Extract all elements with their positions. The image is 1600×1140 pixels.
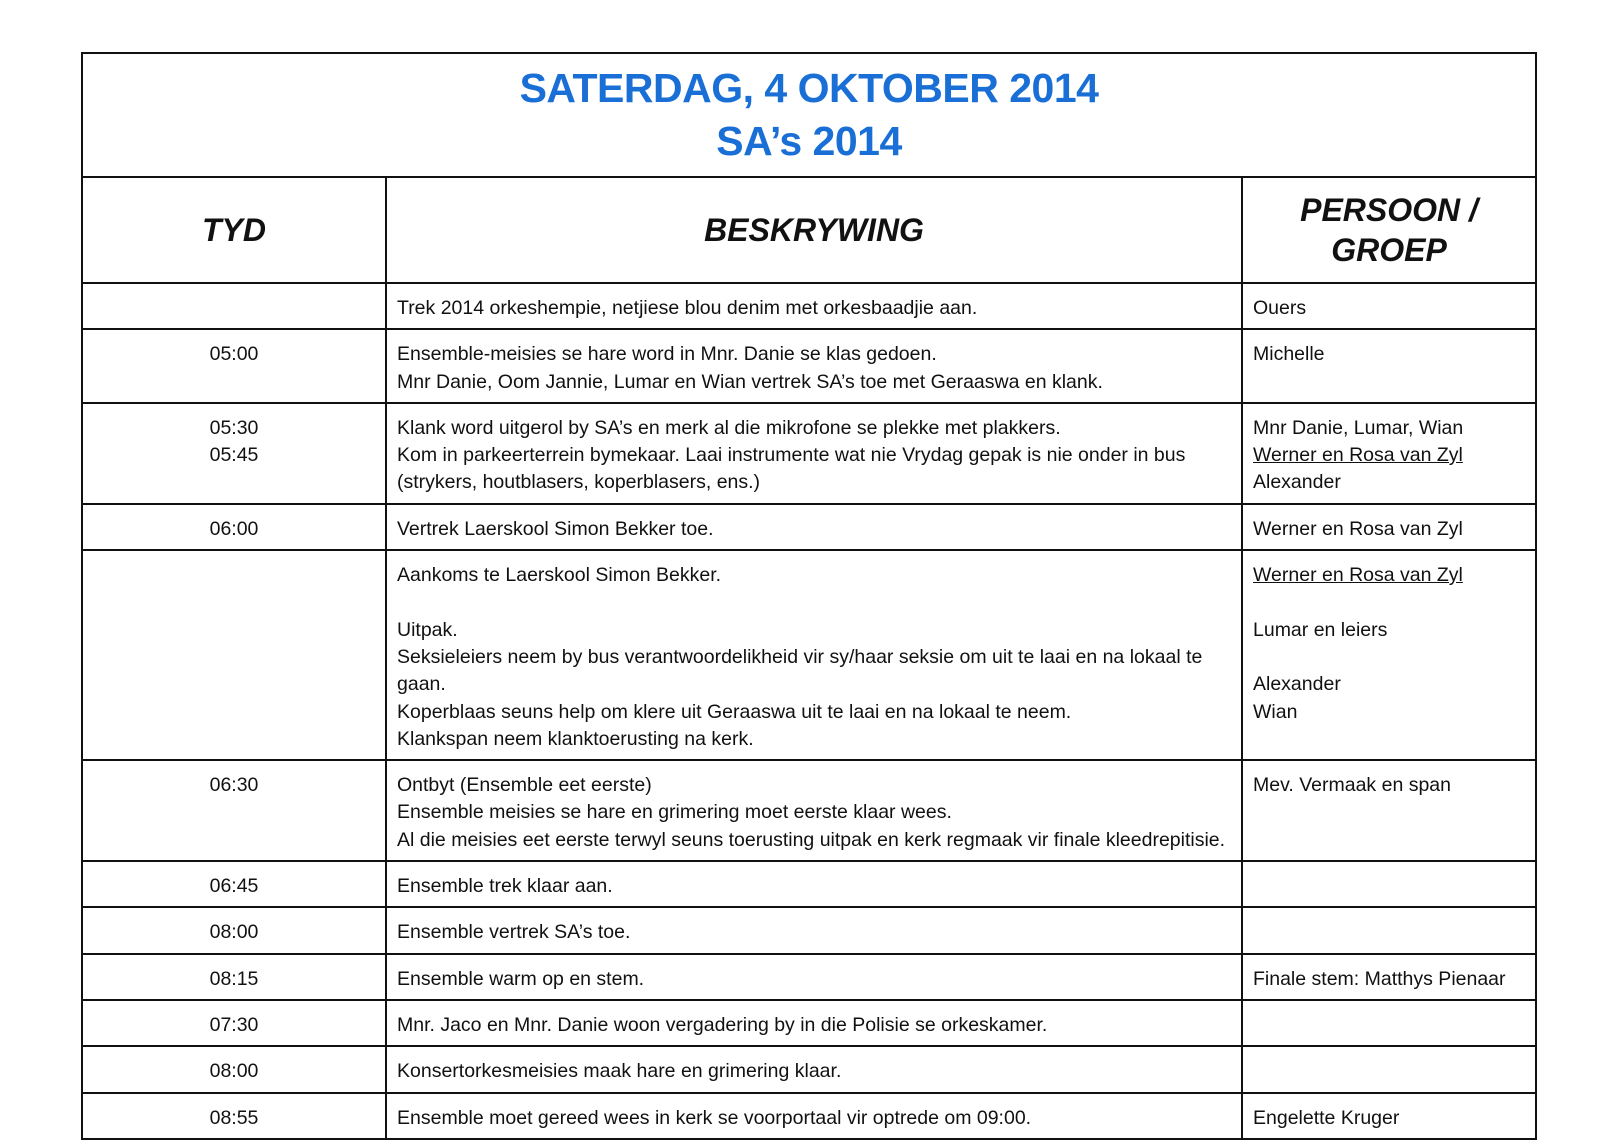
description-text: Ensemble warm op en stem. bbox=[397, 967, 645, 990]
description-text: Mnr Danie, Oom Jannie, Lumar en Wian vertrek SA’s toe met Geraaswa en klank. bbox=[397, 370, 1103, 393]
description-text: Konsertorkesmeisies maak hare en grimering klaar. bbox=[397, 1060, 842, 1083]
description-cell bbox=[386, 760, 1242, 861]
description-cell bbox=[386, 1093, 1242, 1139]
table-row bbox=[82, 283, 1536, 329]
title-row bbox=[82, 53, 1536, 177]
time-text: 06:00 bbox=[209, 517, 259, 540]
time-cell bbox=[82, 861, 386, 907]
title-cell bbox=[82, 53, 1536, 177]
person-cell bbox=[1242, 504, 1536, 550]
person-cell bbox=[1242, 1093, 1536, 1139]
person-cell bbox=[1242, 1000, 1536, 1046]
person-text: Werner en Rosa van Zyl bbox=[1253, 564, 1463, 587]
column-header-time: TYD bbox=[82, 177, 386, 283]
time-cell bbox=[82, 504, 386, 550]
description-cell bbox=[386, 861, 1242, 907]
page-subtitle: SA’s 2014 bbox=[716, 118, 902, 164]
time-text: 05:45 bbox=[209, 444, 259, 467]
description-cell bbox=[386, 907, 1242, 953]
description-cell bbox=[386, 403, 1242, 504]
page-title: SATERDAG, 4 OKTOBER 2014 bbox=[519, 65, 1099, 111]
person-cell bbox=[1242, 283, 1536, 329]
description-text: Ensemble moet gereed wees in kerk se voorportaal vir optrede om 09:00. bbox=[397, 1106, 1032, 1129]
description-text: Klank word uitgerol by SA’s en merk al die mikrofone se plekke met plakkers. bbox=[397, 416, 1061, 439]
time-cell bbox=[82, 1000, 386, 1046]
header-row bbox=[82, 177, 1536, 283]
person-cell bbox=[1242, 403, 1536, 504]
time-text: 06:45 bbox=[209, 875, 259, 898]
person-text: Mnr Danie, Lumar, Wian bbox=[1253, 416, 1464, 439]
person-text: Finale stem: Matthys Pienaar bbox=[1253, 967, 1506, 990]
description-text bbox=[397, 589, 1233, 616]
description-text: Uitpak. bbox=[397, 618, 458, 641]
person-text: Alexander bbox=[1253, 673, 1341, 696]
schedule-table bbox=[81, 52, 1537, 1140]
person-text: Lumar en leiers bbox=[1253, 618, 1388, 641]
person-text: Wian bbox=[1253, 700, 1298, 723]
table-row bbox=[82, 907, 1536, 953]
person-text bbox=[1253, 873, 1527, 900]
time-text: 08:00 bbox=[209, 1060, 259, 1083]
time-cell bbox=[82, 403, 386, 504]
column-header-description: BESKRYWING bbox=[386, 177, 1242, 283]
description-text: Ontbyt (Ensemble eet eerste) bbox=[397, 774, 652, 797]
person-text: Alexander bbox=[1253, 471, 1341, 494]
description-text: Koperblaas seuns help om klere uit Geraaswa uit te laai en na lokaal te neem. bbox=[397, 700, 1072, 723]
time-text: 05:30 bbox=[209, 416, 259, 439]
time-cell bbox=[82, 550, 386, 760]
person-cell bbox=[1242, 861, 1536, 907]
description-text: Seksieleiers neem by bus verantwoordelikheid vir sy/haar seksie om uit te laai en na lokaal te gaan. bbox=[397, 645, 1203, 696]
description-cell bbox=[386, 1046, 1242, 1092]
description-cell bbox=[386, 283, 1242, 329]
time-cell bbox=[82, 1093, 386, 1139]
table-row bbox=[82, 504, 1536, 550]
table-row bbox=[82, 760, 1536, 861]
person-text bbox=[1253, 589, 1527, 616]
description-text: Ensemble meisies se hare en grimering moet eerste klaar wees. bbox=[397, 801, 952, 824]
table-row bbox=[82, 1093, 1536, 1139]
person-text: Werner en Rosa van Zyl bbox=[1253, 444, 1463, 467]
time-cell bbox=[82, 760, 386, 861]
table-row bbox=[82, 1000, 1536, 1046]
person-text: Michelle bbox=[1253, 343, 1325, 366]
person-cell bbox=[1242, 1046, 1536, 1092]
time-cell bbox=[82, 907, 386, 953]
time-cell bbox=[82, 329, 386, 403]
description-text: Aankoms te Laerskool Simon Bekker. bbox=[397, 564, 722, 587]
time-text: 05:00 bbox=[209, 343, 259, 366]
table-row bbox=[82, 954, 1536, 1000]
table-row bbox=[82, 403, 1536, 504]
description-text: Vertrek Laerskool Simon Bekker toe. bbox=[397, 517, 714, 540]
table-row bbox=[82, 329, 1536, 403]
person-cell bbox=[1242, 907, 1536, 953]
person-cell bbox=[1242, 760, 1536, 861]
time-cell bbox=[82, 1046, 386, 1092]
time-cell bbox=[82, 283, 386, 329]
table-row bbox=[82, 550, 1536, 760]
time-text bbox=[83, 562, 385, 589]
time-text bbox=[83, 295, 385, 322]
description-text: Kom in parkeerterrein bymekaar. Laai instrumente wat nie Vrydag gepak is nie onder in bus (strykers, houtblasers, koperblasers, ens.) bbox=[397, 444, 1186, 494]
schedule-sheet bbox=[81, 52, 1535, 1140]
person-text bbox=[1253, 644, 1527, 671]
description-cell bbox=[386, 1000, 1242, 1046]
description-text: Ensemble vertrek SA’s toe. bbox=[397, 921, 631, 944]
time-cell bbox=[82, 954, 386, 1000]
description-text: Ensemble-meisies se hare word in Mnr. Danie se klas gedoen. bbox=[397, 343, 937, 366]
description-cell bbox=[386, 504, 1242, 550]
table-row bbox=[82, 1046, 1536, 1092]
description-text: Mnr. Jaco en Mnr. Danie woon vergadering by in die Polisie se orkeskamer. bbox=[397, 1013, 1048, 1036]
person-cell bbox=[1242, 550, 1536, 760]
time-text: 06:30 bbox=[209, 774, 259, 797]
time-text: 08:15 bbox=[209, 967, 259, 990]
time-text: 08:55 bbox=[209, 1106, 259, 1129]
description-cell bbox=[386, 550, 1242, 760]
time-text: 08:00 bbox=[209, 921, 259, 944]
description-text: Trek 2014 orkeshempie, netjiese blou denim met orkesbaadjie aan. bbox=[397, 297, 978, 319]
column-header-person: PERSOON / GROEP bbox=[1242, 177, 1536, 283]
description-text: Al die meisies eet eerste terwyl seuns toerusting uitpak en kerk regmaak vir finale kleedrepitisie. bbox=[397, 828, 1226, 851]
time-text: 07:30 bbox=[209, 1013, 259, 1036]
description-cell bbox=[386, 329, 1242, 403]
person-text: Mev. Vermaak en span bbox=[1253, 774, 1451, 797]
person-cell bbox=[1242, 954, 1536, 1000]
description-text: Klankspan neem klanktoerusting na kerk. bbox=[397, 727, 754, 750]
person-text bbox=[1253, 919, 1527, 946]
description-text: Ensemble trek klaar aan. bbox=[397, 875, 613, 898]
person-text bbox=[1253, 1058, 1527, 1085]
person-text: Engelette Kruger bbox=[1253, 1106, 1400, 1129]
description-cell bbox=[386, 954, 1242, 1000]
person-text bbox=[1253, 1012, 1527, 1039]
table-row bbox=[82, 861, 1536, 907]
person-text: Werner en Rosa van Zyl bbox=[1253, 517, 1463, 540]
person-text: Ouers bbox=[1253, 297, 1307, 319]
schedule-body bbox=[82, 283, 1536, 1139]
person-cell bbox=[1242, 329, 1536, 403]
